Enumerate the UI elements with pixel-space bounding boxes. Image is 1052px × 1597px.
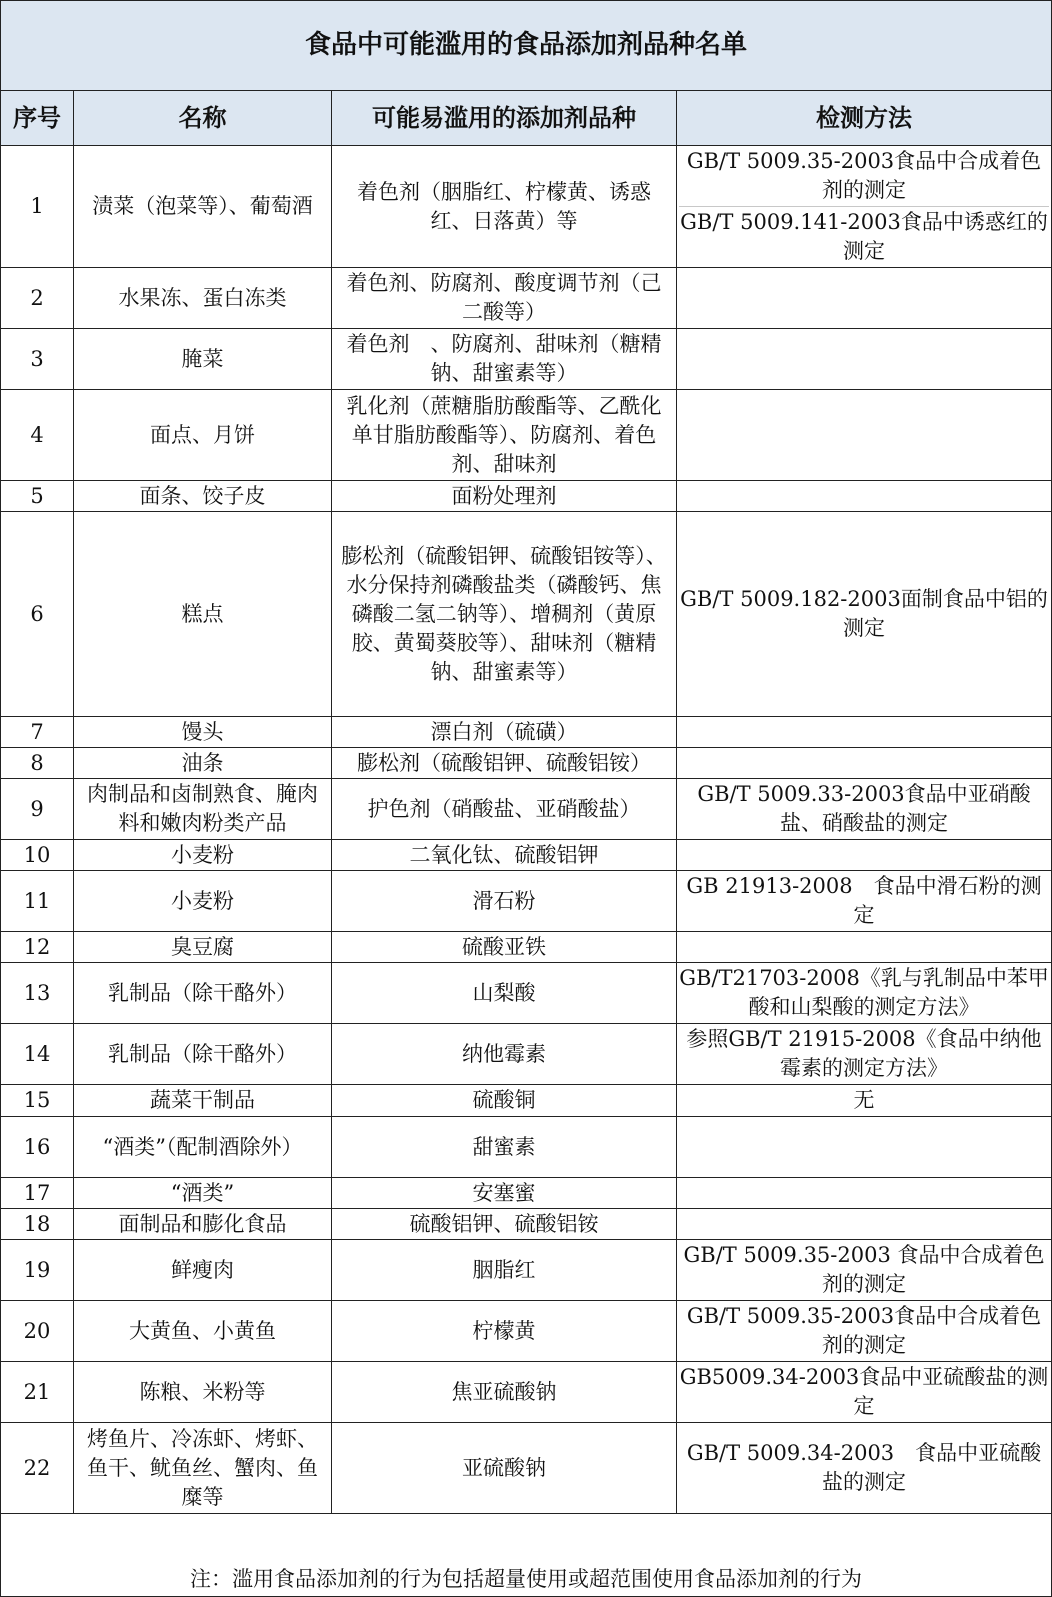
cell-index: 13: [1, 963, 74, 1024]
table-row: [1, 481, 1052, 512]
table-row: [1, 779, 1052, 840]
table-row: [1, 268, 1052, 329]
table-row: [1, 1301, 1052, 1362]
title-row: [1, 1, 1052, 91]
cell-additives: 硫酸铝钾、硫酸铝铵: [332, 1209, 677, 1240]
cell-name: 大黄鱼、小黄鱼: [74, 1301, 332, 1362]
table-row: [1, 1362, 1052, 1423]
method-line: GB/T 5009.34-2003 食品中亚硫酸盐的测定: [686, 1441, 1042, 1494]
header-method: 检测方法: [677, 91, 1052, 146]
cell-additives: 着色剂 、防腐剂、甜味剂（糖精钠、甜蜜素等）: [332, 329, 677, 390]
cell-method: [677, 1117, 1052, 1178]
cell-additives: 山梨酸: [332, 963, 677, 1024]
table-row: [1, 512, 1052, 717]
cell-method: [677, 390, 1052, 481]
cell-method: [677, 1024, 1052, 1085]
method-line: GB/T 5009.35-2003食品中合成着色剂的测定: [686, 1304, 1042, 1357]
cell-method: [677, 1178, 1052, 1209]
cell-additives: 柠檬黄: [332, 1301, 677, 1362]
header-row: [1, 91, 1052, 146]
table-row: [1, 1024, 1052, 1085]
cell-additives: 焦亚硫酸钠: [332, 1362, 677, 1423]
cell-additives: 护色剂（硝酸盐、亚硝酸盐）: [332, 779, 677, 840]
table-row: [1, 840, 1052, 871]
header-name: 名称: [74, 91, 332, 146]
cell-additives: 安塞蜜: [332, 1178, 677, 1209]
cell-index: 21: [1, 1362, 74, 1423]
footnote: 注：滥用食品添加剂的行为包括超量使用或超范围使用食品添加剂的行为: [1, 1514, 1052, 1597]
cell-index: 11: [1, 871, 74, 932]
table-row: [1, 932, 1052, 963]
cell-index: 16: [1, 1117, 74, 1178]
cell-additives: 乳化剂（蔗糖脂肪酸酯等、乙酰化单甘脂肪酸酯等）、防腐剂、着色剂、甜味剂: [332, 390, 677, 481]
note-row: [1, 1514, 1052, 1597]
cell-name: 蔬菜干制品: [74, 1085, 332, 1117]
table-row: [1, 329, 1052, 390]
cell-additives: 面粉处理剂: [332, 481, 677, 512]
cell-name: 烤鱼片、冷冻虾、烤虾、鱼干、鱿鱼丝、蟹肉、鱼糜等: [74, 1423, 332, 1514]
cell-method: [677, 932, 1052, 963]
cell-name: 乳制品（除干酪外）: [74, 1024, 332, 1085]
table-row: [1, 871, 1052, 932]
cell-additives: 膨松剂（硫酸铝钾、硫酸铝铵等）、水分保持剂磷酸盐类（磷酸钙、焦磷酸二氢二钠等）、增稠剂（黄原胶、黄蜀葵胶等）、甜味剂（糖精钠、甜蜜素等）: [332, 512, 677, 717]
cell-index: 20: [1, 1301, 74, 1362]
cell-additives: 硫酸亚铁: [332, 932, 677, 963]
method-line: GB/T 5009.182-2003面制食品中铝的测定: [680, 587, 1048, 640]
cell-name: “酒类”: [74, 1178, 332, 1209]
table-row: [1, 963, 1052, 1024]
cell-method: [677, 717, 1052, 748]
cell-method: [677, 1362, 1052, 1423]
cell-index: 15: [1, 1085, 74, 1117]
cell-name: 面制品和膨化食品: [74, 1209, 332, 1240]
cell-additives: 硫酸铜: [332, 1085, 677, 1117]
method-line: 无: [853, 1088, 875, 1112]
cell-name: 腌菜: [74, 329, 332, 390]
method-line: GB/T 5009.35-2003 食品中合成着色剂的测定: [683, 1243, 1045, 1296]
cell-method: [677, 512, 1052, 717]
cell-index: 2: [1, 268, 74, 329]
cell-index: 7: [1, 717, 74, 748]
cell-name: 鲜瘦肉: [74, 1240, 332, 1301]
cell-index: 10: [1, 840, 74, 871]
cell-additives: 亚硫酸钠: [332, 1423, 677, 1514]
table-row: [1, 390, 1052, 481]
cell-index: 12: [1, 932, 74, 963]
cell-name: 小麦粉: [74, 871, 332, 932]
cell-method: [677, 268, 1052, 329]
cell-method: [677, 963, 1052, 1024]
table-row: [1, 1178, 1052, 1209]
table-row: [1, 1085, 1052, 1117]
method-line: GB/T 5009.141-2003食品中诱惑红的测定: [679, 206, 1049, 267]
cell-name: 乳制品（除干酪外）: [74, 963, 332, 1024]
method-line: 参照GB/T 21915-2008《食品中纳他霉素的测定方法》: [686, 1027, 1042, 1080]
table-row: [1, 717, 1052, 748]
cell-name: 糕点: [74, 512, 332, 717]
cell-method: [677, 1423, 1052, 1514]
cell-name: 面点、月饼: [74, 390, 332, 481]
cell-name: 面条、饺子皮: [74, 481, 332, 512]
cell-index: 5: [1, 481, 74, 512]
cell-additives: 膨松剂（硫酸铝钾、硫酸铝铵）: [332, 748, 677, 779]
method-line: GB/T21703-2008《乳与乳制品中苯甲酸和山梨酸的测定方法》: [679, 966, 1049, 1019]
cell-index: 19: [1, 1240, 74, 1301]
cell-index: 6: [1, 512, 74, 717]
cell-index: 1: [1, 146, 74, 268]
method-line: GB 21913-2008 食品中滑石粉的测定: [686, 874, 1042, 927]
cell-name: 小麦粉: [74, 840, 332, 871]
cell-index: 8: [1, 748, 74, 779]
cell-index: 17: [1, 1178, 74, 1209]
cell-method: [677, 840, 1052, 871]
cell-method: [677, 871, 1052, 932]
cell-index: 4: [1, 390, 74, 481]
cell-method: [677, 1240, 1052, 1301]
cell-method: [677, 481, 1052, 512]
header-index: 序号: [1, 91, 74, 146]
cell-index: 14: [1, 1024, 74, 1085]
table-row: [1, 146, 1052, 268]
cell-method: [677, 779, 1052, 840]
cell-name: 渍菜（泡菜等）、葡萄酒: [74, 146, 332, 268]
cell-name: 油条: [74, 748, 332, 779]
cell-name: 陈粮、米粉等: [74, 1362, 332, 1423]
table-row: [1, 1209, 1052, 1240]
table-row: [1, 1240, 1052, 1301]
cell-method: [677, 1301, 1052, 1362]
cell-additives: 二氧化钛、硫酸铝钾: [332, 840, 677, 871]
method-line: GB/T 5009.33-2003食品中亚硝酸盐、硝酸盐的测定: [697, 782, 1031, 835]
cell-index: 18: [1, 1209, 74, 1240]
cell-method: [677, 146, 1052, 268]
cell-index: 3: [1, 329, 74, 390]
cell-name: 臭豆腐: [74, 932, 332, 963]
cell-additives: 甜蜜素: [332, 1117, 677, 1178]
cell-name: 水果冻、蛋白冻类: [74, 268, 332, 329]
cell-name: 肉制品和卤制熟食、腌肉料和嫩肉粉类产品: [74, 779, 332, 840]
table-row: [1, 1117, 1052, 1178]
cell-index: 9: [1, 779, 74, 840]
cell-method: [677, 748, 1052, 779]
table-row: [1, 1423, 1052, 1514]
cell-additives: 着色剂（胭脂红、柠檬黄、诱惑红、日落黄）等: [332, 146, 677, 268]
method-line: GB5009.34-2003食品中亚硫酸盐的测定: [679, 1365, 1049, 1418]
cell-name: 馒头: [74, 717, 332, 748]
cell-index: 22: [1, 1423, 74, 1514]
cell-additives: 滑石粉: [332, 871, 677, 932]
cell-method: [677, 1085, 1052, 1117]
cell-method: [677, 1209, 1052, 1240]
cell-additives: 漂白剂（硫磺）: [332, 717, 677, 748]
table-title: 食品中可能滥用的食品添加剂品种名单: [1, 1, 1052, 91]
cell-additives: 胭脂红: [332, 1240, 677, 1301]
table-row: [1, 748, 1052, 779]
cell-method: [677, 329, 1052, 390]
cell-additives: 着色剂、防腐剂、酸度调节剂（己二酸等）: [332, 268, 677, 329]
cell-name: “酒类”（配制酒除外）: [74, 1117, 332, 1178]
cell-additives: 纳他霉素: [332, 1024, 677, 1085]
method-line: GB/T 5009.35-2003食品中合成着色剂的测定: [686, 149, 1042, 202]
header-additives: 可能易滥用的添加剂品种: [332, 91, 677, 146]
